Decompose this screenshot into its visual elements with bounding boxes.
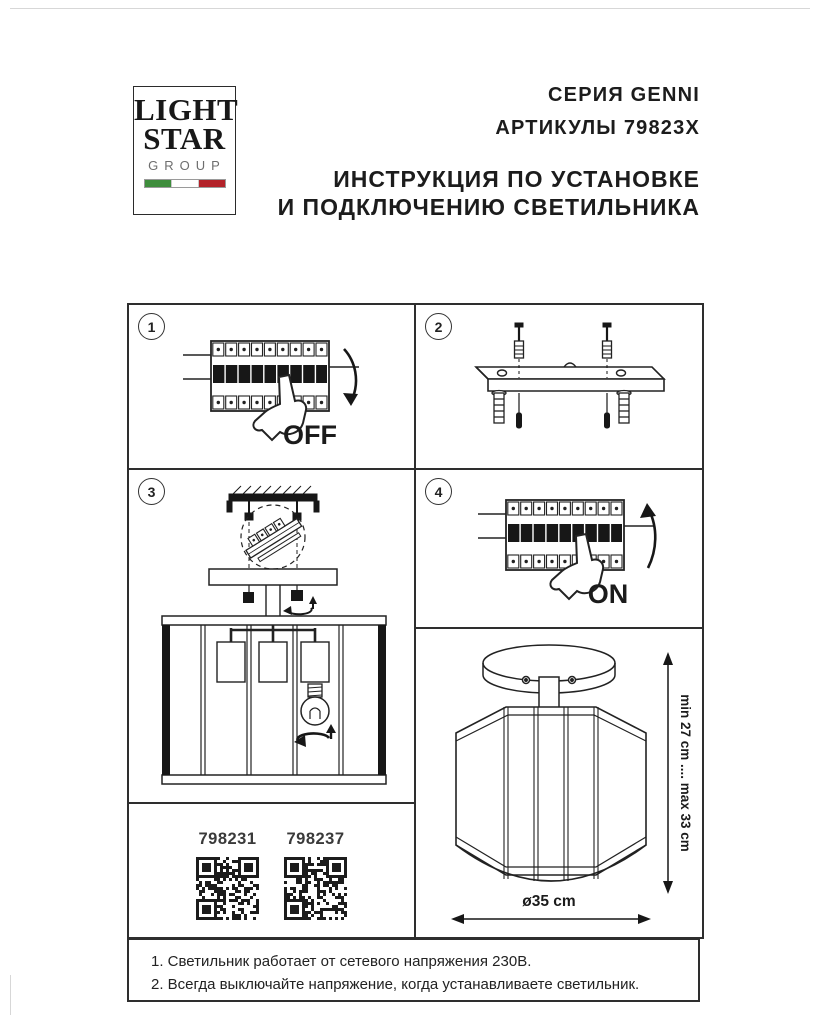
articles-title: АРТИКУЛЫ 79823X [495,117,700,139]
assembly-diagram [129,470,414,802]
step-number-badge: 3 [138,478,165,505]
flag-white [171,180,198,187]
ceiling-canopy-icon [483,645,615,711]
product-code-item [195,830,261,920]
breaker-on-diagram [416,470,702,627]
diameter-dimension [451,914,651,924]
step-number-badge: 4 [425,478,452,505]
mounting-plate-diagram [416,305,702,468]
flag-green [145,180,171,187]
ceiling-bracket-icon [227,486,319,520]
screw-icon [243,592,254,603]
logo-word-group: GROUP [148,158,226,174]
series-title: СЕРИЯ GENNI [548,84,700,106]
product-code-item [283,830,349,920]
instruction-title [278,166,700,221]
document-header [278,84,700,221]
product-code: 798231 [198,830,257,848]
step-4-panel [416,470,702,627]
on-label: ON [587,579,629,609]
curved-arrow-down-icon [344,349,356,397]
height-dimension-label: min 27 cm .... max 33 cm [678,694,693,852]
product-code: 798237 [286,830,345,848]
height-dimension [663,652,673,894]
step-2-panel [416,305,702,468]
safety-notes [127,938,700,1002]
instruction-title-line1: ИНСТРУКЦИЯ ПО УСТАНОВКЕ [333,166,700,192]
steps-grid [127,303,704,939]
logo-word-light: LIGHT [134,92,239,127]
socket-arms [217,625,329,682]
curved-arrow-up-icon [648,510,655,568]
step-number-badge: 2 [425,313,452,340]
flag-red [198,180,225,187]
drum-shade-icon [456,707,646,881]
step-1-panel [129,305,414,468]
breaker-off-diagram [129,305,414,468]
scan-edge-line [10,975,11,1015]
logo-word-star: STAR [143,120,226,156]
off-label: OFF [283,420,337,450]
lightstar-logo [133,86,239,215]
italian-flag-stripe [144,179,226,188]
lamp-dimensions-diagram [416,629,702,937]
screw-icon [291,590,303,601]
note-line-2: 2. Всегда выключайте напряжение, когда устанавливаете светильник. [151,976,640,993]
canopy-plate [209,569,337,585]
step-number-badge: 1 [138,313,165,340]
wall-plug-icon [492,391,631,424]
light-bulb-icon [301,684,329,725]
product-codes-panel [129,804,414,937]
lamp-dimensions-panel [416,629,702,937]
step-3-panel [129,470,414,802]
diameter-label: ø35 cm [522,893,576,910]
note-line-1: 1. Светильник работает от сетевого напряжения 230В. [151,953,532,970]
qr-code-icon [284,857,347,920]
scan-edge-line [10,8,810,9]
qr-code-icon [196,857,259,920]
instruction-title-line2: И ПОДКЛЮЧЕНИЮ СВЕТИЛЬНИКА [277,193,700,220]
